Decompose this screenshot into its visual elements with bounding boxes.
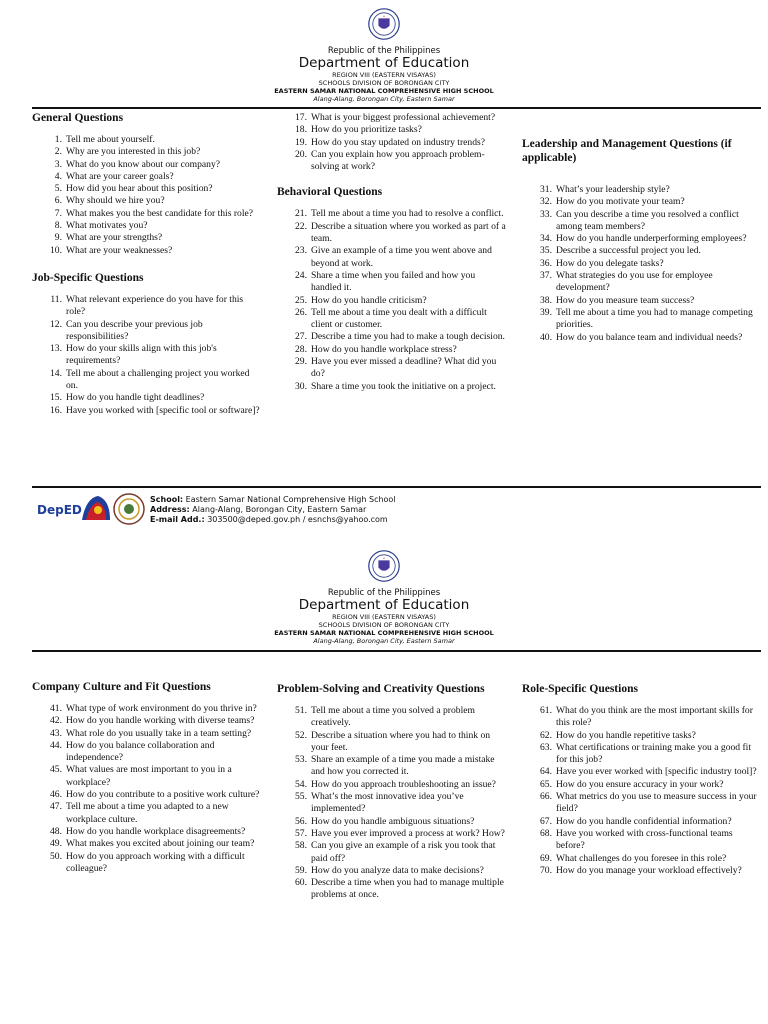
leadership-questions-list: [522, 184, 758, 344]
footer-logos-icon: [36, 492, 146, 526]
question-item: 29. Have you ever missed a deadline? What did you do?: [295, 356, 497, 380]
republic-text: Republic of the Philippines: [327, 46, 441, 56]
question-item: 52. Describe a situation where you had to think on your feet.: [295, 729, 491, 753]
question-item: 37. What strategies do you use for employee development?: [540, 270, 713, 294]
question-item: 49. What makes you excited about joining our team?: [50, 838, 255, 850]
deped-seal-icon: [368, 550, 400, 582]
question-item: 3. What do you know about our company?: [54, 158, 220, 170]
question-item: 64. Have you ever worked with [specific industry tool]?: [540, 766, 757, 778]
department-title: Department of Education: [298, 597, 470, 613]
question-item: 51. Tell me about a time you solved a problem creatively.: [295, 705, 475, 729]
job-specific-questions-list: [32, 294, 262, 417]
page1-header: [0, 8, 768, 103]
question-item: 27. Describe a time you had to make a tough decision.: [295, 331, 505, 343]
question-item: 31. What’s your leadership style?: [540, 184, 670, 195]
question-item: 39. Tell me about a time you had to manage competing priorities.: [540, 306, 753, 331]
question-item: 67. How do you handle confidential information?: [540, 815, 732, 827]
page1-column-left: [32, 111, 262, 417]
question-item: 18. How do you prioritize tasks?: [295, 124, 422, 136]
section-title-culture: Company Culture and Fit Questions: [32, 681, 211, 693]
question-item: 40. How do you balance team and individual needs?: [540, 331, 743, 343]
question-item: 63. What certifications or training make you a good fit for this job?: [540, 741, 752, 766]
question-item: 57. Have you ever improved a process at work? How?: [295, 827, 505, 839]
question-item: 4. What are your career goals?: [54, 170, 174, 182]
question-item: 11. What relevant experience do you have for this role?: [50, 293, 244, 318]
question-item: 68. Have you worked with cross-functional teams before?: [540, 827, 733, 852]
question-item: 30. Share a time you took the initiative on a project.: [295, 380, 496, 392]
question-item: 26. Tell me about a time you dealt with a difficult client or customer.: [295, 306, 487, 331]
region-text: REGION VIII (EASTERN VISAYAS): [332, 71, 436, 79]
question-item: 61. What do you think are the most important skills for this role?: [540, 705, 753, 729]
question-item: 42. How do you handle working with diverse teams?: [50, 715, 255, 727]
footer-email-line: E-mail Add.: 303500@deped.gov.ph / esnchs@yahoo.com: [150, 515, 388, 524]
question-item: 33. Can you describe a time you resolved a conflict among team members?: [540, 208, 739, 232]
question-item: 60. Describe a time when you had to manage multiple problems at once.: [295, 877, 504, 901]
question-item: 5. How did you hear about this position?: [54, 183, 213, 195]
question-item: 24. Share a time when you failed and how you handled it.: [295, 269, 476, 294]
section-title-behavioral: Behavioral Questions: [277, 186, 383, 199]
section-title-problem-solving: Problem-Solving and Creativity Questions: [277, 683, 485, 695]
division-text: SCHOOLS DIVISION OF BORONGAN CITY: [318, 79, 450, 87]
question-item: 1. Tell me about yourself.: [54, 134, 155, 145]
header-divider: [32, 107, 761, 109]
question-item: 16. Have you worked with [specific tool or software]?: [50, 404, 260, 416]
question-item: 53. Share an example of a time you made a mistake and how you corrected it.: [295, 754, 495, 778]
question-item: 44. How do you balance collaboration and independence?: [50, 739, 215, 764]
question-item: 22. Describe a situation where you worked as part of a team.: [295, 220, 506, 245]
question-item: 13. How do your skills align with this job's requirements?: [50, 343, 217, 367]
question-item: 17. What is your biggest professional achievement?: [295, 112, 496, 123]
question-item: 34. How do you handle underperforming employees?: [540, 233, 747, 245]
question-item: 48. How do you handle workplace disagreements?: [50, 825, 246, 837]
question-item: 35. Describe a successful project you led.: [540, 245, 701, 257]
school-address: Alang-Alang, Borongan City, Eastern Samar: [313, 95, 455, 103]
question-item: 19. How do you stay updated on industry trends?: [295, 136, 485, 148]
department-title: Department of Education: [298, 55, 470, 71]
question-item: 38. How do you measure team success?: [540, 294, 695, 306]
question-item: 2. Why are you interested in this job?: [54, 146, 201, 158]
question-item: 12. Can you describe your previous job responsibilities?: [50, 318, 203, 342]
question-item: 50. How do you approach working with a difficult colleague?: [50, 850, 245, 874]
question-item: 43. What role do you usually take in a team setting?: [50, 727, 252, 739]
page2-header: [0, 550, 768, 645]
general-questions-list: [32, 134, 262, 257]
role-specific-questions-list: [522, 705, 758, 877]
deped-seal-icon: [368, 8, 400, 40]
deped-logo-text: DepED: [37, 503, 82, 517]
school-address: Alang-Alang, Borongan City, Eastern Samar: [313, 637, 455, 645]
header-divider: [32, 650, 761, 652]
question-item: 32. How do you motivate your team?: [540, 196, 685, 208]
question-item: 56. How do you handle ambiguous situations?: [295, 815, 475, 827]
question-item: 10. What are your weaknesses?: [50, 244, 173, 256]
page2-column-left: [32, 680, 262, 875]
question-item: 20. Can you explain how you approach problem-solving at work?: [295, 148, 485, 173]
footer-address-line: Address: Alang-Alang, Borongan City, Eastern Samar: [150, 505, 367, 514]
question-item: 62. How do you handle repetitive tasks?: [540, 729, 696, 741]
question-item: 36. How do you delegate tasks?: [540, 257, 664, 269]
section-title-leadership: Leadership and Management Questions (if applicable): [522, 138, 732, 164]
question-item: 70. How do you manage your workload effectively?: [540, 864, 742, 876]
page2-column-right: [522, 682, 758, 877]
question-item: 6. Why should we hire you?: [54, 195, 165, 207]
page1-column-right: [522, 137, 758, 344]
question-item: 46. How do you contribute to a positive work culture?: [50, 789, 260, 801]
footer-divider: [32, 486, 761, 488]
region-text: REGION VIII (EASTERN VISAYAS): [332, 613, 436, 621]
question-item: 41. What type of work environment do you thrive in?: [50, 703, 257, 714]
question-item: 8. What motivates you?: [54, 220, 148, 232]
question-item: 55. What’s the most innovative idea you’ve implemented?: [295, 791, 464, 815]
footer-info: [150, 495, 396, 525]
question-item: 65. How do you ensure accuracy in your work?: [540, 778, 724, 790]
problem-solving-questions-list: [277, 705, 507, 902]
republic-text: Republic of the Philippines: [327, 588, 441, 598]
section-title-job-specific: Job-Specific Questions: [32, 271, 144, 284]
question-item: 58. Can you give an example of a risk you took that paid off?: [295, 840, 496, 864]
question-item: 47. Tell me about a time you adapted to a new workplace culture.: [50, 801, 229, 825]
job-specific-questions-continued: [277, 112, 507, 173]
culture-questions-list: [32, 703, 262, 875]
question-item: 54. How do you approach troubleshooting an issue?: [295, 778, 496, 790]
footer-school-line: School: Eastern Samar National Comprehensive High School: [150, 495, 396, 504]
page1-column-middle: [277, 112, 507, 393]
question-item: 28. How do you handle workplace stress?: [295, 343, 457, 355]
question-item: 45. What values are most important to you in a workplace?: [50, 764, 232, 788]
behavioral-questions-list: [277, 208, 507, 392]
school-footer: [36, 490, 736, 528]
question-item: 14. Tell me about a challenging project you worked on.: [50, 367, 250, 392]
question-item: 21. Tell me about a time you had to resolve a conflict.: [295, 208, 504, 220]
school-name: EASTERN SAMAR NATIONAL COMPREHENSIVE HIGH SCHOOL: [274, 629, 494, 637]
school-name: EASTERN SAMAR NATIONAL COMPREHENSIVE HIGH SCHOOL: [274, 87, 494, 95]
division-text: SCHOOLS DIVISION OF BORONGAN CITY: [318, 621, 450, 629]
question-item: 15. How do you handle tight deadlines?: [50, 392, 205, 404]
section-title-role-specific: Role-Specific Questions: [522, 683, 638, 695]
question-item: 25. How do you handle criticism?: [295, 294, 427, 306]
question-item: 7. What makes you the best candidate for this role?: [54, 207, 254, 219]
section-title-general: General Questions: [32, 112, 124, 124]
question-item: 59. How do you analyze data to make decisions?: [295, 864, 484, 876]
page2-column-middle: [277, 682, 507, 902]
question-item: 23. Give an example of a time you went above and beyond at work.: [295, 245, 492, 269]
question-item: 69. What challenges do you foresee in this role?: [540, 852, 727, 864]
question-item: 9. What are your strengths?: [54, 232, 163, 244]
question-item: 66. What metrics do you use to measure success in your field?: [540, 791, 757, 815]
